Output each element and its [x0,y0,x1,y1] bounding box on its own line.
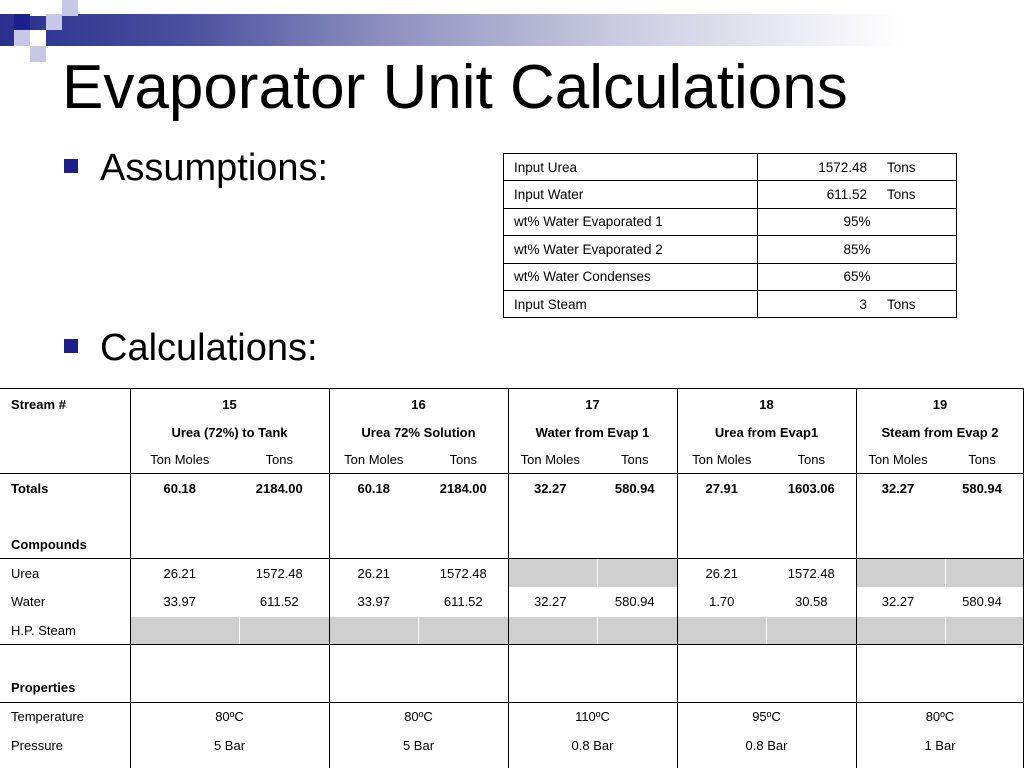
stream-urea-value: 1572.48 [255,566,303,581]
stream-temperature: 80ºC [404,709,433,724]
stream-temperature: 110ºC [575,709,610,724]
stream-totals-value: 27.91 [705,481,739,496]
row-label-hp-steam: H.P. Steam [11,623,76,638]
square-bullet-icon [64,339,78,353]
assumption-unit: Tons [887,159,916,175]
stream-totals-value: 60.18 [163,481,197,496]
row-label-totals: Totals [11,481,49,496]
stream-name: Water from Evap 1 [535,425,650,440]
stream-temperature: 80ºC [215,709,244,724]
stream-pressure: 1 Bar [924,738,956,753]
stream-name: Steam from Evap 2 [881,425,999,440]
cell-separator [945,617,946,644]
stream-totals-value: 1603.06 [787,481,835,496]
stream-temperature: 95ºC [752,709,781,724]
decor-square [46,14,62,30]
stream-totals-value: 60.18 [357,481,391,496]
stream-water-value: 611.52 [443,594,483,609]
row-label-water: Water [11,594,46,609]
stream-number: 18 [759,397,774,412]
cell-separator [239,617,240,644]
stream-urea-value: 1572.48 [787,566,835,581]
assumption-label: Input Urea [504,154,758,181]
decor-square [30,46,46,62]
stream-water-value: 33.97 [357,594,391,609]
table-row [504,181,957,208]
stream-water-value: 33.97 [163,594,197,609]
stream-units-value: Tons [449,452,477,467]
stream-totals-value: 2184.00 [255,481,303,496]
table-row [504,290,957,317]
decor-square [14,30,30,46]
stream-urea-value: 26.21 [163,566,197,581]
assumption-label: wt% Water Evaporated 1 [504,208,758,235]
bullet-label: Assumptions: [100,147,329,189]
row-label-urea: Urea [11,566,40,581]
assumption-unit: Tons [887,187,916,203]
stream-urea-value: 26.21 [357,566,391,581]
stream-water-value: 30.58 [794,594,828,609]
stream-units-value: Ton Moles [344,452,404,467]
row-divider [0,644,1024,645]
cell-separator [597,559,598,587]
square-bullet-icon [64,159,78,173]
decor-square [62,0,78,16]
cell-separator [597,617,598,644]
stream-number: 19 [932,397,948,412]
cell-separator [766,617,767,644]
stream-urea-value: 26.21 [705,566,739,581]
decor-square [30,30,46,46]
stream-units-value: Tons [265,452,293,467]
assumption-value: 3 [859,296,867,312]
bullet-calculations [64,326,318,370]
table-row [504,263,957,290]
stream-name: Urea from Evap1 [714,425,819,440]
page-title: Evaporator Unit Calculations [62,53,848,122]
assumption-value: 95% [758,208,957,235]
cell-separator [418,617,419,644]
stream-totals-value: 2184.00 [439,481,487,496]
stream-label: Stream # [11,397,66,412]
stream-name: Urea (72%) to Tank [171,425,288,440]
stream-water-value: 32.27 [533,594,567,609]
assumption-label: Input Steam [504,290,758,317]
assumption-label: wt% Water Condenses [504,263,758,290]
assumption-value: 65% [758,263,957,290]
assumptions-table [503,153,957,318]
hp-steam-shaded-cells [130,617,1024,644]
stream-pressure: 5 Bar [402,738,435,753]
decor-square [30,0,46,16]
stream-pressure: 5 Bar [213,738,246,753]
stream-units-value: Tons [797,452,825,467]
assumption-value: 1572.48 [818,159,867,175]
stream-urea-value: 1572.48 [439,566,487,581]
stream-number: 16 [411,397,426,412]
assumption-unit: Tons [887,296,916,312]
table-row [504,208,957,235]
stream-number: 17 [585,397,600,412]
urea-shaded-cells-19 [856,559,1024,587]
stream-units-value: Tons [968,452,996,467]
stream-water-value: 611.52 [259,594,299,609]
calculations-table [0,388,1024,768]
header-gradient-bar [0,14,1024,46]
row-label-pressure: Pressure [11,738,64,753]
row-divider [0,558,1024,559]
table-row [504,154,957,181]
assumption-label: Input Water [504,181,758,208]
row-label-compounds: Compounds [11,537,87,552]
stream-water-value: 580.94 [962,594,1002,609]
stream-totals-value: 32.27 [533,481,567,496]
stream-pressure: 0.8 Bar [745,738,788,753]
stream-units-value: Tons [621,452,649,467]
stream-units-value: Ton Moles [692,452,752,467]
stream-totals-value: 580.94 [962,481,1002,496]
stream-name: Urea 72% Solution [361,425,476,440]
row-divider [0,473,1024,474]
stream-units-value: Ton Moles [868,452,928,467]
assumption-label: wt% Water Evaporated 2 [504,236,758,263]
row-label-temperature: Temperature [11,709,84,724]
stream-water-value: 32.27 [881,594,915,609]
stream-water-value: 580.94 [614,594,655,609]
table-row [504,236,957,263]
stream-units-value: Ton Moles [520,452,580,467]
bullet-assumptions [64,146,328,190]
bullet-label: Calculations: [100,327,318,369]
decor-square [14,14,30,30]
stream-totals-value: 32.27 [881,481,915,496]
row-label-properties: Properties [11,680,76,695]
stream-water-value: 1.70 [709,594,735,609]
row-divider [0,702,1024,703]
stream-pressure: 0.8 Bar [571,738,614,753]
assumption-value: 611.52 [826,187,867,203]
stream-number: 15 [222,397,237,412]
urea-shaded-cells-17 [508,559,677,587]
cell-separator [945,559,946,587]
stream-units-value: Ton Moles [150,452,210,467]
assumption-value: 85% [758,236,957,263]
stream-temperature: 80ºC [925,709,955,724]
stream-totals-value: 580.94 [614,481,655,496]
